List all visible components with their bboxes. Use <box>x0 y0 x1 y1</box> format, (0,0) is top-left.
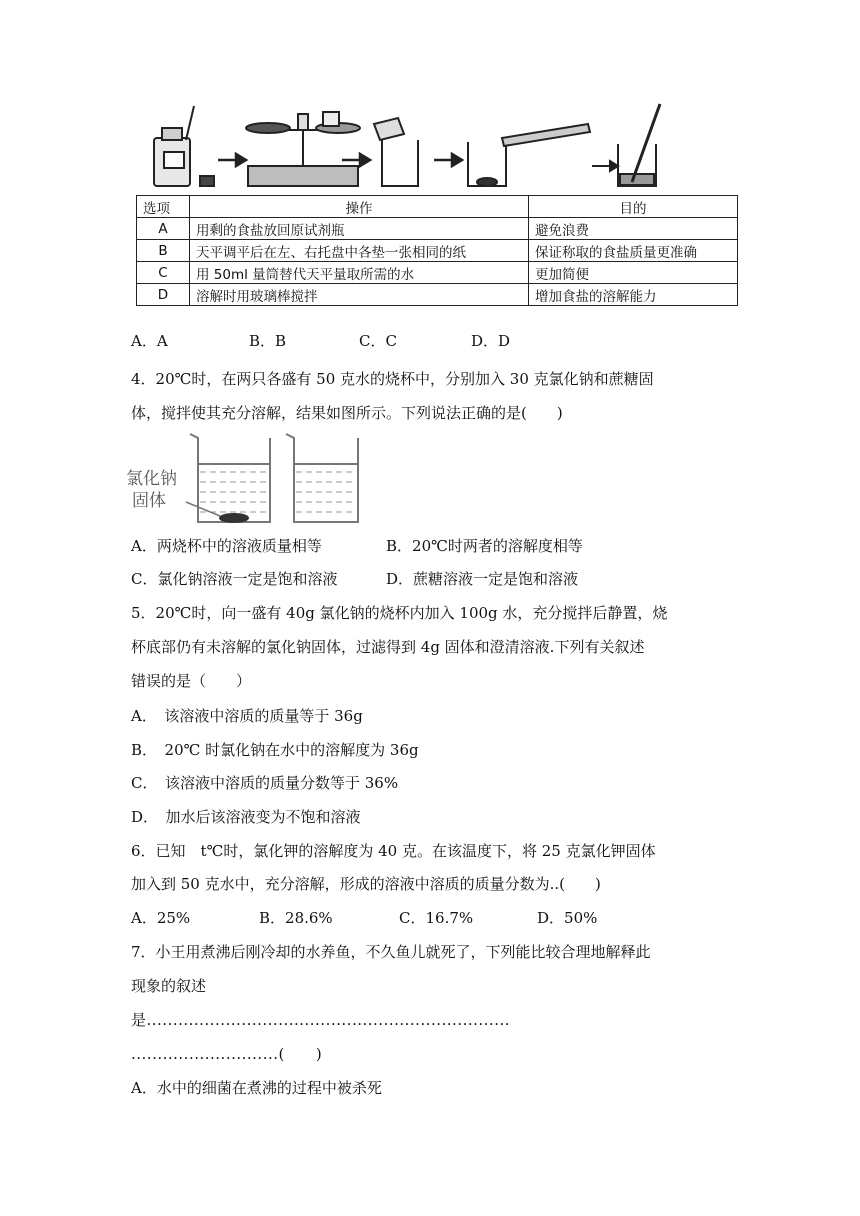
q4-stem-line-1: 4．20℃时，在两只各盛有 50 克水的烧杯中，分别加入 30 克氯化钠和蔗糖固 <box>131 370 654 388</box>
option-c: C．氯化钠溶液一定是饱和溶液 <box>131 570 338 588</box>
table-cell: 避免浪费 <box>529 218 738 240</box>
arrow-icon <box>434 154 462 166</box>
q4-options-row-2 <box>131 568 578 589</box>
figure-label-solid: 固体 <box>132 491 166 511</box>
table-header-row <box>137 196 738 218</box>
option-c: C．C <box>359 332 397 350</box>
beakers-figure <box>122 426 362 530</box>
table-cell: C <box>137 262 190 284</box>
table-cell: 天平调平后在左、右托盘中各垫一张相同的纸 <box>190 240 529 262</box>
table-cell: 溶解时用玻璃棒搅拌 <box>190 284 529 306</box>
balance-icon <box>246 112 360 186</box>
option-d: D．D <box>471 332 511 350</box>
arrow-icon <box>218 154 246 166</box>
q3-options <box>131 330 510 351</box>
option-d: D．50% <box>537 909 598 927</box>
table-cell: 用剩的食盐放回原试剂瓶 <box>190 218 529 240</box>
table-header-cell: 目的 <box>529 196 738 218</box>
option-a: A．两烧杯中的溶液质量相等 <box>131 537 322 555</box>
table-cell: D <box>137 284 190 306</box>
q4-options-row-1 <box>131 535 583 556</box>
q6-stem-line-2: 加入到 50 克水中，充分溶解，形成的溶液中溶质的质量分数为..( ) <box>131 875 601 893</box>
table-cell: 更加简便 <box>529 262 738 284</box>
q5-stem-line-2: 杯底部仍有未溶解的氯化钠固体，过滤得到 4g 固体和澄清溶液.下列有关叙述 <box>131 638 645 656</box>
q5-option-a: A． 该溶液中溶质的质量等于 36g <box>131 707 363 725</box>
operations-table <box>136 195 738 306</box>
q7-stem-line-1: 7．小王用煮沸后刚冷却的水养鱼，不久鱼儿就死了，下列能比较合理地解释此 <box>131 943 651 961</box>
table-cell: B <box>137 240 190 262</box>
table-row <box>137 218 738 240</box>
arrow-icon <box>342 154 370 166</box>
option-a: A．25% <box>131 909 191 927</box>
arrow-icon <box>592 161 618 171</box>
option-a: A．A <box>131 332 168 350</box>
beaker-icon <box>186 434 270 522</box>
table-cell: A <box>137 218 190 240</box>
table-row <box>137 240 738 262</box>
option-c: C．16.7% <box>399 909 474 927</box>
option-b: B．28.6% <box>259 909 333 927</box>
q5-stem-line-3: 错误的是（ ） <box>131 672 252 690</box>
q6-stem-line-1: 6．已知 t℃时，氯化钾的溶解度为 40 克。在该温度下，将 25 克氯化钾固体 <box>131 842 656 860</box>
table-row <box>137 284 738 306</box>
figure-label-nacl: 氯化钠 <box>126 469 177 489</box>
q7-stem-line-2: 现象的叙述 <box>131 977 207 995</box>
q7-stem-line-4: ............................( ) <box>131 1045 323 1063</box>
option-b: B．B <box>249 332 287 350</box>
beaker-icon <box>286 434 358 522</box>
table-cell: 用 50ml 量筒替代天平量取所需的水 <box>190 262 529 284</box>
beaker-icon <box>468 124 590 186</box>
table-cell: 增加食盐的溶解能力 <box>529 284 738 306</box>
table-cell: 保证称取的食盐质量更准确 <box>529 240 738 262</box>
q5-option-d: D． 加水后该溶液变为不饱和溶液 <box>131 808 361 826</box>
table-row <box>137 262 738 284</box>
q4-stem-line-2: 体，搅拌使其充分溶解，结果如图所示。下列说法正确的是( ) <box>131 404 563 422</box>
table-header-cell: 操作 <box>190 196 529 218</box>
q6-options <box>131 907 597 928</box>
q7-option-a: A．水中的细菌在煮沸的过程中被杀死 <box>131 1079 382 1097</box>
q5-option-c: C． 该溶液中溶质的质量分数等于 36% <box>131 774 399 792</box>
option-b: B．20℃时两者的溶解度相等 <box>386 537 583 555</box>
process-illustration <box>148 100 688 192</box>
q5-option-b: B． 20℃ 时氯化钠在水中的溶解度为 36g <box>131 741 419 759</box>
q5-stem-line-1: 5．20℃时，向一盛有 40g 氯化钠的烧杯内加入 100g 水，充分搅拌后静置，烧 <box>131 604 668 622</box>
option-d: D．蔗糖溶液一定是饱和溶液 <box>386 570 579 588</box>
beaker-icon <box>374 118 418 186</box>
reagent-bottle-icon <box>154 106 214 186</box>
q7-stem-line-3: 是..................................................................... <box>131 1011 510 1029</box>
table-header-cell: 选项 <box>137 196 190 218</box>
